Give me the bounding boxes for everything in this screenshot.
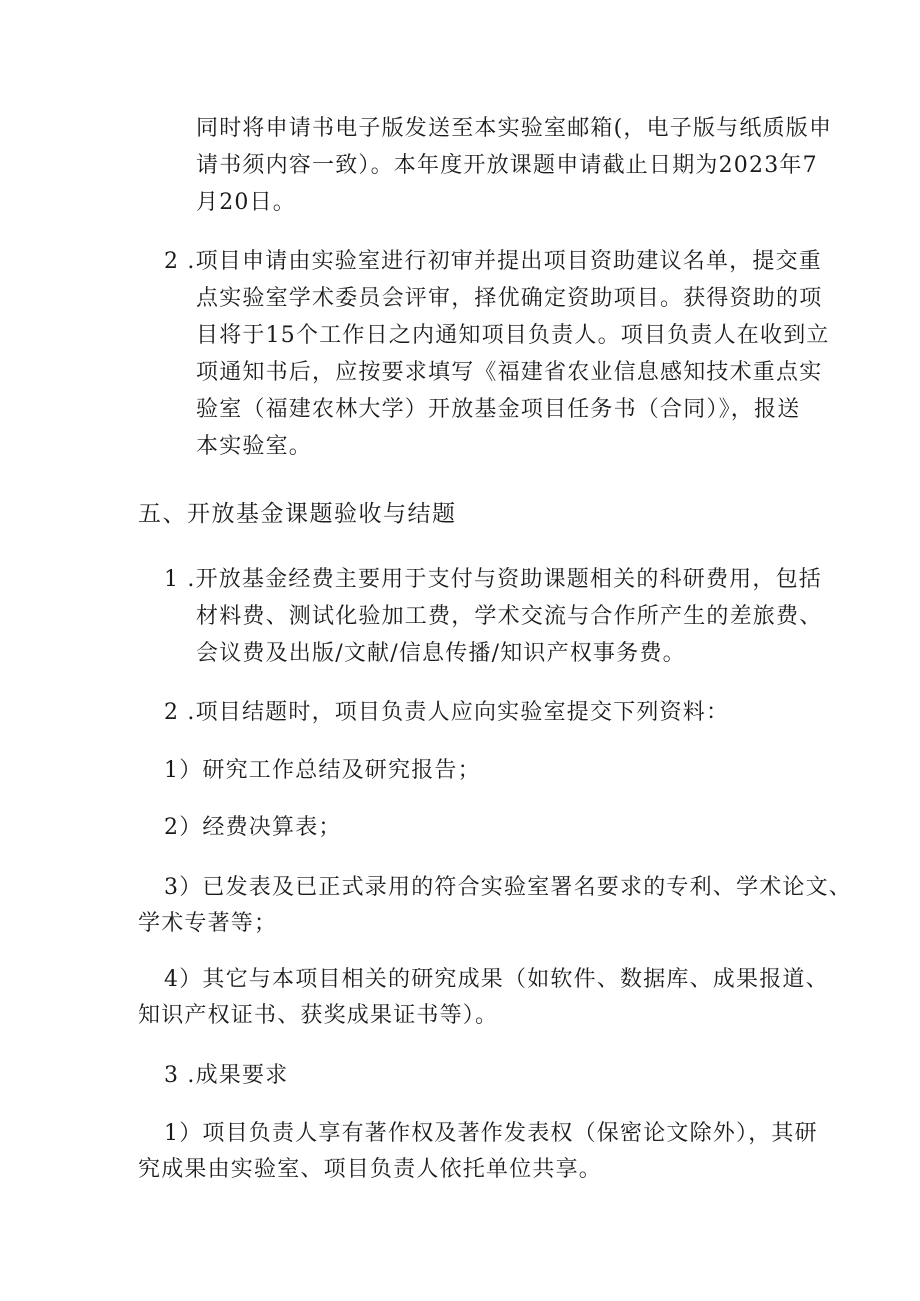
list-item-line: 1 .开放基金经费主要用于支付与资助课题相关的科研费用，包括 <box>164 567 822 592</box>
section-heading: 五、开放基金课题验收与结题 <box>138 501 457 527</box>
list-item-line: 会议费及出版/文献/信息传播/知识产权事务费。 <box>196 641 686 666</box>
list-item-line: 点实验室学术委员会评审，择优确定资助项目。获得资助的项 <box>196 286 823 311</box>
material-item: 2）经费决算表； <box>164 815 342 840</box>
list-item-line: 2 .项目结题时，项目负责人应向实验室提交下列资料： <box>164 700 730 725</box>
list-item-line: 材料费、测试化验加工费，学术交流与合作所产生的差旅费、 <box>196 604 823 629</box>
list-item-line: 2 .项目申请由实验室进行初审并提出项目资助建议名单，提交重 <box>164 249 822 274</box>
material-item-line: 知识产权证书、获奖成果证书等）。 <box>138 1003 499 1028</box>
material-item-line: 3）已发表及已正式录用的符合实验室署名要求的专利、学术论文、 <box>164 875 852 900</box>
list-item-line: 本实验室。 <box>196 434 313 459</box>
list-item-line: 目将于15个工作日之内通知项目负责人。项目负责人在收到立 <box>196 323 830 348</box>
result-item-line: 究成果由实验室、项目负责人依托单位共享。 <box>138 1157 603 1182</box>
material-item-line: 4）其它与本项目相关的研究成果（如软件、数据库、成果报道、 <box>164 967 829 992</box>
material-item: 1）研究工作总结及研究报告； <box>164 758 481 783</box>
paragraph-line: 月20日。 <box>196 190 296 215</box>
list-item-line: 3 .成果要求 <box>164 1063 289 1088</box>
material-item-line: 学术专著等； <box>138 911 278 936</box>
list-item-line: 验室（福建农林大学）开放基金项目任务书（合同）》，报送 <box>196 397 801 422</box>
paragraph-line: 请书须内容一致）。本年度开放课题申请截止日期为2023年7 <box>196 153 818 178</box>
result-item-line: 1）项目负责人享有著作权及著作发表权（保密论文除外），其研 <box>164 1121 818 1146</box>
list-item-line: 项通知书后，应按要求填写《福建省农业信息感知技术重点实 <box>196 360 823 385</box>
paragraph-line: 同时将申请书电子版发送至本实验室邮箱(，电子版与纸质版申 <box>196 116 833 141</box>
